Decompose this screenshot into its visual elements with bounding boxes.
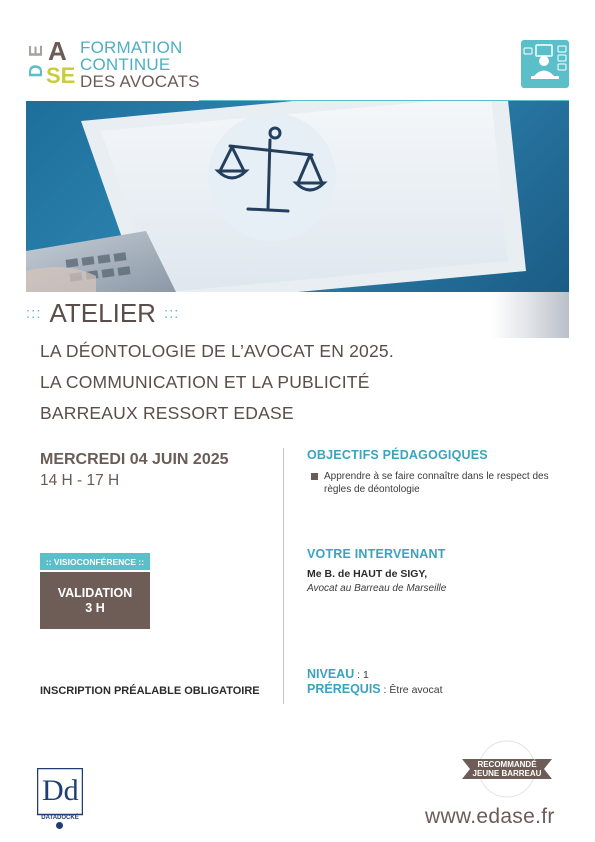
event-date: MERCREDI 04 JUIN 2025 (40, 451, 229, 468)
bullet-square-icon (311, 473, 318, 480)
decorative-dots: ::: (26, 304, 42, 322)
badge-line-1: RECOMMANDÉ (477, 760, 537, 769)
speaker-role: Avocat au Barreau de Marseille (307, 583, 447, 594)
inscription-notice: INSCRIPTION PRÉALABLE OBLIGATOIRE (40, 685, 260, 697)
decorative-dots: ::: (163, 304, 180, 322)
objectives-heading: OBJECTIFS PÉDAGOGIQUES (307, 448, 488, 462)
datadock-label: DATADOCKÉ (41, 815, 79, 821)
logo-letter-se: SE (46, 63, 76, 88)
speaker-name: Me B. de HAUT de SIGY, (307, 568, 428, 580)
badge-line-2: JEUNE BARREAU (472, 769, 542, 778)
prereq-value: : Être avocat (380, 684, 443, 696)
logo-letter-a: A (48, 36, 67, 66)
event-time: 14 H - 17 H (40, 472, 120, 489)
level-row (307, 667, 369, 681)
level-value: : 1 (354, 669, 369, 681)
title-line-1: LA DÉONTOLOGIE DE L’AVOCAT EN 2025. (40, 341, 394, 361)
hero-fade-band (491, 292, 569, 338)
scales-of-justice-icon (208, 113, 336, 241)
edase-logo-text (80, 39, 200, 90)
recommended-badge (460, 740, 554, 798)
level-label: NIVEAU (307, 667, 355, 681)
validation-label: VALIDATION (57, 585, 133, 600)
website-link[interactable]: www.edase.fr (425, 805, 555, 828)
objective-text: Apprendre à se faire connaître dans le respect des règles de déontologie (324, 471, 549, 495)
hero-image (26, 101, 569, 292)
datadock-letters: Dd (42, 774, 79, 807)
videoconference-icon (521, 40, 569, 88)
logo-line-continue: CONTINUE (80, 55, 171, 74)
logo-line-formation: FORMATION (80, 38, 183, 57)
format-tag: :: VISIOCONFÉRENCE :: (40, 553, 150, 570)
validation-hours: 3 H (85, 600, 105, 615)
logo-letter-d: D (26, 64, 46, 78)
atelier-heading (26, 298, 179, 328)
atelier-label: ATELIER (49, 297, 156, 328)
logo-letter-e: E (26, 45, 46, 58)
logo-line-avocats: DES AVOCATS (80, 72, 200, 91)
validation-box (40, 572, 150, 629)
checkmark-icon (56, 822, 63, 829)
prereq-label: PRÉREQUIS (307, 682, 381, 696)
objective-item (311, 470, 571, 496)
prereq-row (307, 682, 443, 696)
title-line-2: LA COMMUNICATION ET LA PUBLICITÉ (40, 372, 370, 392)
column-divider (283, 448, 284, 704)
datadock-badge (37, 768, 83, 828)
speaker-heading: VOTRE INTERVENANT (307, 547, 446, 561)
edase-logo-mark (26, 36, 76, 88)
title-line-3: BARREAUX RESSORT EDASE (40, 403, 294, 423)
